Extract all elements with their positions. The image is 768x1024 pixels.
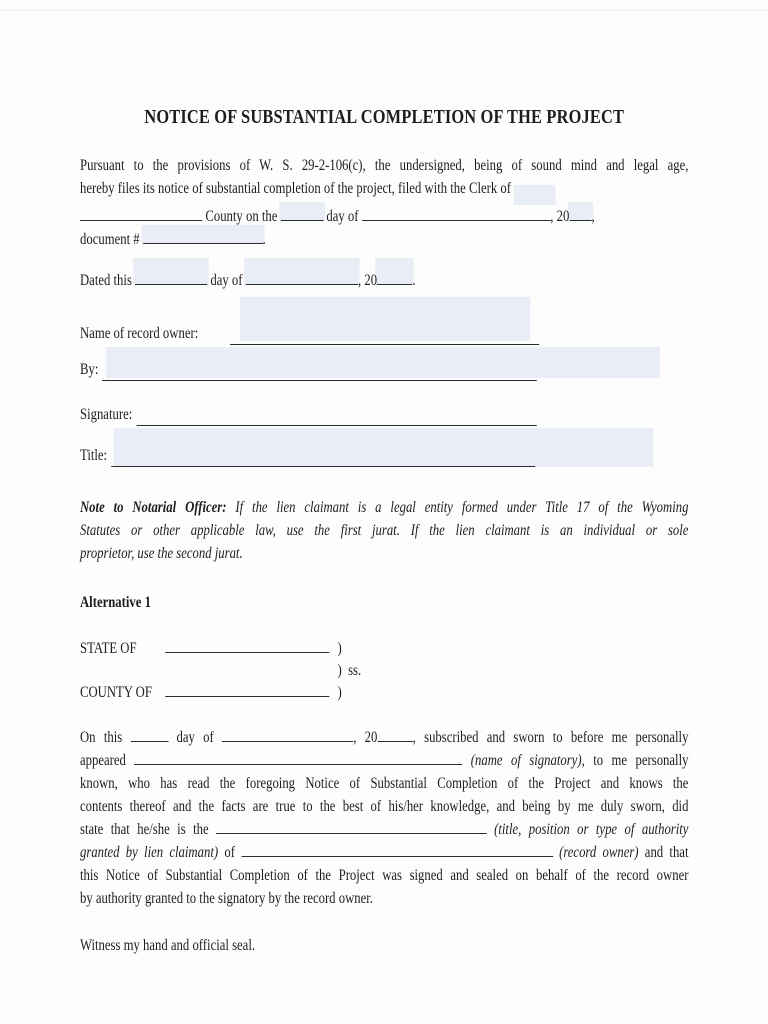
filing-year-field[interactable] (569, 206, 591, 221)
venue-county-field[interactable] (165, 682, 329, 697)
dated-month-field[interactable] (246, 270, 358, 285)
by-row (80, 347, 688, 383)
notarial-note: Note to Notarial Officer: If the lien claimant is a legal entity formed under Title 17 of the Wyoming Statutes or other applicable law, use the first jurat. If the lien claimant is an individual or sole proprietor, use the second jurat. (80, 499, 689, 562)
state-of-row (80, 638, 688, 660)
document-number-field[interactable] (143, 229, 263, 244)
jurat-line-6: granted by lien claimant) of (record owner) and that (80, 844, 689, 861)
intro-line-1: Pursuant to the provisions of W. S. 29-2-106(c), the undersigned, being of sound mind and legal age, (80, 157, 689, 174)
venue-block (80, 638, 688, 704)
intro-line-4: document # . (80, 231, 266, 248)
title-row (80, 428, 688, 470)
county-of-row (80, 682, 688, 704)
record-owner-field[interactable] (230, 330, 539, 345)
state-of-label: STATE OF (80, 640, 137, 657)
ss-label: ss. (348, 662, 362, 679)
paren-1: ) (337, 640, 342, 657)
by-field[interactable] (102, 366, 537, 381)
signature-label: Signature: (80, 406, 133, 423)
notary-month-field[interactable] (222, 727, 353, 742)
jurat-line-7: this Notice of Substantial Completion of the Project was signed and sealed on behalf of the record owner (80, 867, 689, 884)
intro-line-2: hereby files its notice of substantial completion of the project, filed with the Clerk of (80, 177, 688, 205)
notarial-note-label: Note to Notarial Officer: (80, 499, 227, 516)
witness-line: Witness my hand and official seal. (80, 937, 256, 954)
paren-2: ) (337, 662, 342, 679)
notary-day-field[interactable] (130, 727, 168, 742)
filing-day-field[interactable] (281, 206, 324, 221)
highlight-clerk-field (514, 185, 556, 205)
notary-year-field[interactable] (377, 727, 412, 742)
filing-county-field[interactable] (80, 206, 202, 221)
jurat-line-8: by authority granted to the signatory by the record owner. (80, 890, 373, 907)
jurat-line-2: appeared (name of signatory), to me personally (80, 752, 689, 769)
alternative-1-heading: Alternative 1 (80, 594, 151, 611)
jurat-line-4: contents thereof and the facts are true to the best of his/her knowledge, and being by me duly sworn, did (80, 798, 689, 815)
dated-day-field[interactable] (135, 270, 207, 285)
ss-row (80, 660, 688, 682)
page-title: NOTICE OF SUBSTANTIAL COMPLETION OF THE PROJECT (144, 106, 625, 128)
dated-line: Dated this day of , 20 . (80, 272, 416, 289)
by-label: By: (80, 361, 99, 378)
record-owner-label: Name of record owner: (80, 325, 199, 342)
title-label: Title: (80, 447, 108, 464)
jurat-line-5: state that he/she is the (title, position or type of authority (80, 821, 689, 838)
signature-field[interactable] (136, 411, 536, 426)
filing-month-field[interactable] (362, 206, 551, 221)
jurat-paragraph (80, 726, 688, 910)
record-owner-2-field[interactable] (241, 842, 553, 857)
paren-3: ) (337, 684, 342, 701)
signatory-title-field[interactable] (216, 819, 487, 834)
jurat-line-1: On this day of , 20 , subscribed and sworn to before me personally (80, 729, 689, 746)
title-field[interactable] (111, 452, 535, 467)
venue-state-field[interactable] (165, 638, 329, 653)
county-of-label: COUNTY OF (80, 684, 152, 701)
dated-year-field[interactable] (377, 270, 412, 285)
record-owner-row (80, 295, 688, 347)
intro-line-3: County on the day of , 20 , (80, 205, 688, 228)
intro-paragraph (80, 154, 688, 251)
signatory-name-field[interactable] (134, 750, 462, 765)
signature-row (80, 383, 688, 428)
jurat-line-3: known, who has read the foregoing Notice of Substantial Completion of the Project and knows the (80, 775, 689, 792)
